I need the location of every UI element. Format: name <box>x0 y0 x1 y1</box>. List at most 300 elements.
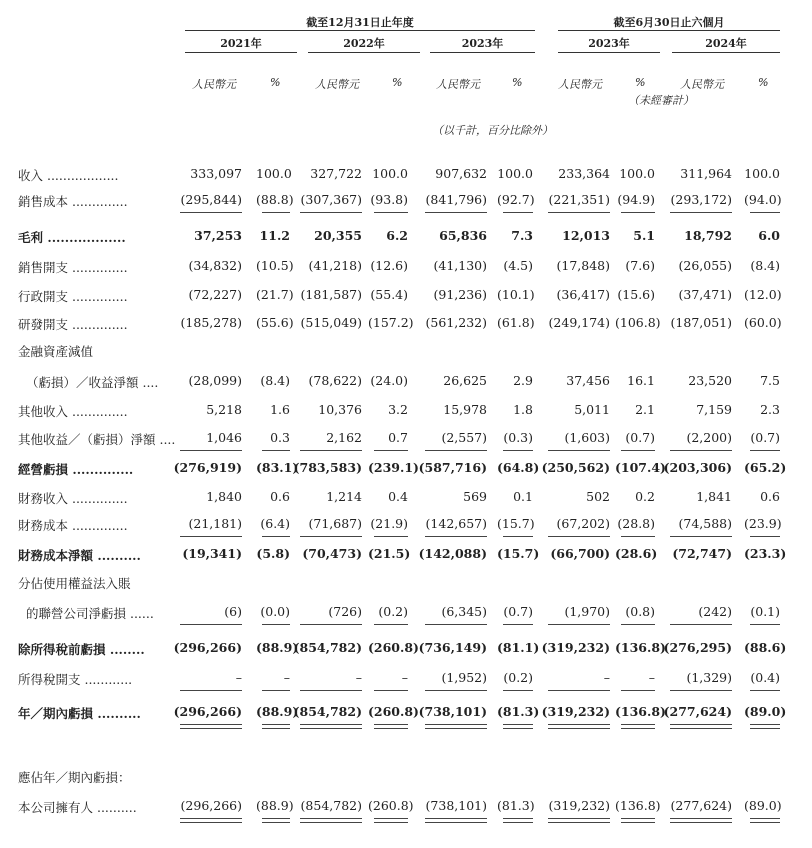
row-value: (61.8) <box>497 315 535 330</box>
row-value: (17,848) <box>556 258 610 273</box>
row-value: (21.5) <box>368 546 411 561</box>
row-value: 23,520 <box>688 373 732 388</box>
row-value: (107.4) <box>615 460 666 475</box>
underline <box>180 450 242 451</box>
row-value: (15.7) <box>497 546 540 561</box>
underline <box>262 822 290 823</box>
row-value: (136.8) <box>615 704 666 719</box>
underline <box>180 536 242 537</box>
row-value: (55.6) <box>256 315 294 330</box>
row-value: (260.8) <box>368 798 414 813</box>
row-value: (242) <box>698 604 732 619</box>
row-value: (296,266) <box>173 704 242 719</box>
row-value: (34,832) <box>188 258 242 273</box>
row-value: (89.0) <box>744 798 782 813</box>
row-value: (293,172) <box>670 192 732 207</box>
row-value: (41,218) <box>308 258 362 273</box>
row-value: – <box>355 670 362 685</box>
row-value: (12.0) <box>744 287 782 302</box>
row-value: 26,625 <box>443 373 487 388</box>
underline <box>374 536 408 537</box>
row-value: (91,236) <box>433 287 487 302</box>
header-group-interim: 截至6月30日止六個月 <box>613 16 725 29</box>
underline <box>548 690 610 691</box>
row-value: 907,632 <box>435 166 487 181</box>
row-value: (6.4) <box>260 516 290 531</box>
underline <box>750 818 780 819</box>
underline <box>503 624 533 625</box>
underline <box>548 536 610 537</box>
row-value: (24.0) <box>370 373 408 388</box>
row-value: 7,159 <box>696 402 732 417</box>
row-label: 研發開支 .............. <box>18 317 128 332</box>
underline <box>425 450 487 451</box>
underline <box>262 212 290 213</box>
underline <box>262 724 290 725</box>
row-label: 銷售開支 .............. <box>18 260 128 275</box>
underline <box>548 624 610 625</box>
header-currency: 人民幣元 <box>558 78 602 91</box>
row-value: (6,345) <box>441 604 487 619</box>
row-value: (515,049) <box>300 315 362 330</box>
row-value: (10.1) <box>497 287 535 302</box>
underline <box>425 536 487 537</box>
row-value: 5,011 <box>574 402 610 417</box>
row-value: (71,687) <box>308 516 362 531</box>
row-value: 0.6 <box>270 489 290 504</box>
underline <box>300 536 362 537</box>
row-value: 7.3 <box>511 228 533 243</box>
underline <box>670 728 732 729</box>
row-value: (295,844) <box>180 192 242 207</box>
row-value: 100.0 <box>619 166 655 181</box>
row-value: 0.7 <box>388 430 408 445</box>
underline <box>670 690 732 691</box>
row-value: 6.2 <box>386 228 408 243</box>
header-percent: % <box>512 76 523 89</box>
row-value: 2.3 <box>760 402 780 417</box>
row-value: 100.0 <box>256 166 292 181</box>
underline <box>262 728 290 729</box>
row-value: (0.7) <box>750 430 780 445</box>
row-value: (70,473) <box>302 546 362 561</box>
row-value: (8.4) <box>750 258 780 273</box>
row-value: (60.0) <box>744 315 782 330</box>
underline <box>374 724 408 725</box>
underline <box>503 728 533 729</box>
underline <box>670 450 732 451</box>
underline <box>374 624 408 625</box>
row-value: (142,088) <box>418 546 487 561</box>
underline <box>621 822 655 823</box>
row-label: 所得稅開支 ............ <box>18 672 133 687</box>
row-value: (854,782) <box>300 798 362 813</box>
row-value: 100.0 <box>497 166 533 181</box>
row-value: (738,101) <box>425 798 487 813</box>
row-value: 11.2 <box>259 228 290 243</box>
header-currency: 人民幣元 <box>680 78 724 91</box>
row-value: (276,295) <box>663 640 732 655</box>
row-value: (74,588) <box>678 516 732 531</box>
row-value: (28,099) <box>188 373 242 388</box>
underline <box>180 212 242 213</box>
row-value: (0.7) <box>503 604 533 619</box>
underline <box>750 624 780 625</box>
header-group-annual: 截至12月31日止年度 <box>306 16 414 29</box>
row-value: 0.6 <box>760 489 780 504</box>
underline <box>300 624 362 625</box>
underline <box>180 624 242 625</box>
row-value: 502 <box>586 489 610 504</box>
row-value: (239.1) <box>368 460 419 475</box>
row-value: 20,355 <box>314 228 362 243</box>
row-value: (15.7) <box>497 516 535 531</box>
row-label: 財務成本 .............. <box>18 518 128 533</box>
row-value: 333,097 <box>190 166 242 181</box>
row-value: 327,722 <box>310 166 362 181</box>
row-value: 18,792 <box>684 228 732 243</box>
row-value: (250,562) <box>541 460 610 475</box>
row-value: (65.2) <box>744 460 787 475</box>
row-value: 10,376 <box>318 402 362 417</box>
row-value: 2.9 <box>513 373 533 388</box>
underline <box>503 536 533 537</box>
underline <box>374 690 408 691</box>
row-value: (296,266) <box>173 640 242 655</box>
underline <box>621 690 655 691</box>
row-value: (21.7) <box>256 287 294 302</box>
underline <box>374 728 408 729</box>
row-value: 1,840 <box>206 489 242 504</box>
row-value: (307,367) <box>300 192 362 207</box>
row-value: 1,214 <box>326 489 362 504</box>
underline <box>262 624 290 625</box>
row-value: 1.8 <box>513 402 533 417</box>
row-label: 的聯營公司淨虧損 ...... <box>26 606 154 621</box>
header-currency: 人民幣元 <box>315 78 359 91</box>
header-unaudited: （未經審計） <box>628 94 694 107</box>
underline <box>300 822 362 823</box>
underline <box>670 212 732 213</box>
underline <box>621 818 655 819</box>
row-value: (319,232) <box>548 798 610 813</box>
row-value: – <box>648 670 655 685</box>
underline <box>621 624 655 625</box>
row-value: 2,162 <box>326 430 362 445</box>
row-value: (736,149) <box>418 640 487 655</box>
row-value: (4.5) <box>503 258 533 273</box>
underline <box>621 728 655 729</box>
underline <box>180 724 242 725</box>
underline <box>750 822 780 823</box>
underline <box>548 450 610 451</box>
row-value: (7.6) <box>625 258 655 273</box>
underline <box>425 724 487 725</box>
row-label: （虧損）／收益淨額 .... <box>26 375 159 390</box>
underline <box>425 624 487 625</box>
row-value: 3.2 <box>388 402 408 417</box>
underline <box>300 818 362 819</box>
underline <box>750 690 780 691</box>
underline <box>670 822 732 823</box>
row-value: 5,218 <box>206 402 242 417</box>
row-label: 其他收入 .............. <box>18 404 128 419</box>
row-value: (2,200) <box>686 430 732 445</box>
row-value: (94.0) <box>744 192 782 207</box>
row-value: 65,836 <box>439 228 487 243</box>
row-value: (726) <box>328 604 362 619</box>
row-label: 金融資產減值 <box>18 344 94 359</box>
underline <box>750 536 780 537</box>
row-value: (88.9) <box>256 640 299 655</box>
row-value: 100.0 <box>372 166 408 181</box>
row-value: (88.9) <box>256 704 299 719</box>
row-value: (277,624) <box>670 798 732 813</box>
row-label: 應佔年／期內虧損： <box>18 770 131 785</box>
underline <box>503 822 533 823</box>
underline <box>670 536 732 537</box>
underline <box>621 450 655 451</box>
row-value: 5.1 <box>633 228 655 243</box>
row-value: (738,101) <box>418 704 487 719</box>
header-year-2023: 2023年 <box>461 37 504 50</box>
underline <box>374 450 408 451</box>
row-value: (21.9) <box>370 516 408 531</box>
row-value: (6) <box>224 604 242 619</box>
row-value: (23.3) <box>744 546 787 561</box>
underline <box>548 724 610 725</box>
row-value: (81.3) <box>497 798 535 813</box>
row-value: (1,329) <box>686 670 732 685</box>
underline <box>425 212 487 213</box>
underline <box>750 212 780 213</box>
row-value: (10.5) <box>256 258 294 273</box>
row-value: (561,232) <box>425 315 487 330</box>
row-value: (185,278) <box>180 315 242 330</box>
row-value: (260.8) <box>368 640 419 655</box>
row-value: (64.8) <box>497 460 540 475</box>
row-value: – <box>283 670 290 685</box>
row-value: (89.0) <box>744 704 787 719</box>
row-value: (106.8) <box>615 315 661 330</box>
row-value: 0.2 <box>635 489 655 504</box>
row-value: 16.1 <box>627 373 655 388</box>
row-value: 37,456 <box>566 373 610 388</box>
row-value: 37,253 <box>194 228 242 243</box>
row-value: (15.6) <box>617 287 655 302</box>
row-value: (1,952) <box>441 670 487 685</box>
row-value: (0.0) <box>260 604 290 619</box>
row-value: (142,657) <box>425 516 487 531</box>
row-value: (319,232) <box>541 640 610 655</box>
row-label: 經營虧損 .............. <box>18 462 134 477</box>
row-value: (841,796) <box>425 192 487 207</box>
underline <box>670 624 732 625</box>
row-value: 311,964 <box>680 166 732 181</box>
row-value: (8.4) <box>260 373 290 388</box>
row-value: 1,046 <box>206 430 242 445</box>
underline <box>503 450 533 451</box>
row-value: (0.1) <box>750 604 780 619</box>
underline <box>374 822 408 823</box>
underline <box>180 728 242 729</box>
row-value: (72,747) <box>672 546 732 561</box>
header-percent: % <box>758 76 769 89</box>
underline <box>621 536 655 537</box>
underline <box>425 818 487 819</box>
underline <box>425 822 487 823</box>
row-value: (67,202) <box>556 516 610 531</box>
underline <box>548 818 610 819</box>
row-value: (587,716) <box>418 460 487 475</box>
underline <box>180 818 242 819</box>
underline <box>262 450 290 451</box>
underline <box>548 728 610 729</box>
row-label: 毛利 .................. <box>18 230 126 245</box>
row-value: 6.0 <box>758 228 780 243</box>
row-value: 2.1 <box>635 402 655 417</box>
row-label: 行政開支 .............. <box>18 289 128 304</box>
row-value: 7.5 <box>760 373 780 388</box>
underline <box>180 690 242 691</box>
row-value: (88.8) <box>256 192 294 207</box>
row-value: (1,603) <box>564 430 610 445</box>
row-value: (276,919) <box>173 460 242 475</box>
row-value: (36,417) <box>556 287 610 302</box>
underline <box>503 724 533 725</box>
row-value: (783,583) <box>293 460 362 475</box>
row-label: 銷售成本 .............. <box>18 194 128 209</box>
row-label: 除所得稅前虧損 ........ <box>18 642 145 657</box>
row-value: 100.0 <box>744 166 780 181</box>
row-value: (221,351) <box>548 192 610 207</box>
header-currency: 人民幣元 <box>436 78 480 91</box>
underline <box>425 728 487 729</box>
header-percent: % <box>270 76 281 89</box>
row-label: 分佔使用權益法入賬 <box>18 576 131 591</box>
row-value: (28.8) <box>617 516 655 531</box>
row-value: (81.1) <box>497 640 540 655</box>
row-value: 12,013 <box>562 228 610 243</box>
row-value: (88.6) <box>744 640 787 655</box>
row-value: – <box>603 670 610 685</box>
row-value: (81.3) <box>497 704 540 719</box>
row-value: (2,557) <box>441 430 487 445</box>
row-value: 233,364 <box>558 166 610 181</box>
row-value: 569 <box>463 489 487 504</box>
row-value: (136.8) <box>615 798 661 813</box>
row-value: (0.3) <box>503 430 533 445</box>
row-value: (136.8) <box>615 640 666 655</box>
underline <box>262 818 290 819</box>
underline <box>750 728 780 729</box>
underline <box>262 690 290 691</box>
row-value: (28.6) <box>615 546 658 561</box>
row-value: (854,782) <box>293 704 362 719</box>
underline <box>262 536 290 537</box>
row-value: 0.4 <box>388 489 408 504</box>
row-value: (277,624) <box>663 704 732 719</box>
row-value: 0.3 <box>270 430 290 445</box>
row-value: 1,841 <box>696 489 732 504</box>
underline <box>425 690 487 691</box>
underline <box>621 724 655 725</box>
underline <box>300 690 362 691</box>
underline <box>180 822 242 823</box>
row-value: (66,700) <box>550 546 610 561</box>
underline <box>300 728 362 729</box>
row-value: (41,130) <box>433 258 487 273</box>
header-units-note: （以千計，百分比除外） <box>432 124 553 137</box>
header-year-2022: 2022年 <box>343 37 385 50</box>
row-label: 財務收入 .............. <box>18 491 128 506</box>
underline <box>503 690 533 691</box>
underline <box>621 212 655 213</box>
row-value: (5.8) <box>256 546 290 561</box>
row-value: (93.8) <box>370 192 408 207</box>
row-label: 財務成本淨額 .......... <box>18 548 141 563</box>
row-value: (26,055) <box>678 258 732 273</box>
row-value: (0.8) <box>625 604 655 619</box>
row-value: – <box>235 670 242 685</box>
row-value: (260.8) <box>368 704 419 719</box>
row-value: (0.2) <box>378 604 408 619</box>
underline <box>300 724 362 725</box>
header-percent: % <box>392 76 403 89</box>
row-label: 年／期內虧損 .......... <box>18 706 141 721</box>
row-value: (181,587) <box>300 287 362 302</box>
underline <box>374 212 408 213</box>
header-percent: % <box>635 76 646 89</box>
underline <box>750 724 780 725</box>
underline <box>548 822 610 823</box>
row-value: (0.7) <box>625 430 655 445</box>
row-value: 0.1 <box>513 489 533 504</box>
row-label: 其他收益／（虧損）淨額 .... <box>18 432 176 447</box>
row-value: (12.6) <box>370 258 408 273</box>
row-value: (21,181) <box>188 516 242 531</box>
header-year-2023-interim: 2023年 <box>588 37 630 50</box>
underline <box>300 212 362 213</box>
row-label: 收入 .................. <box>18 168 119 183</box>
row-value: (94.9) <box>617 192 655 207</box>
row-value: (203,306) <box>663 460 732 475</box>
row-value: (249,174) <box>548 315 610 330</box>
underline <box>548 212 610 213</box>
row-value: – <box>401 670 408 685</box>
row-value: 1.6 <box>270 402 290 417</box>
header-currency: 人民幣元 <box>192 78 236 91</box>
underline <box>503 212 533 213</box>
row-value: (78,622) <box>308 373 362 388</box>
row-value: (19,341) <box>182 546 242 561</box>
header-year-2024-interim: 2024年 <box>705 37 747 50</box>
row-label: 本公司擁有人 .......... <box>18 800 137 815</box>
underline <box>300 450 362 451</box>
header-year-2021: 2021年 <box>220 37 262 50</box>
row-value: (88.9) <box>256 798 294 813</box>
row-value: (55.4) <box>370 287 408 302</box>
row-value: (187,051) <box>670 315 732 330</box>
row-value: (157.2) <box>368 315 414 330</box>
row-value: 15,978 <box>443 402 487 417</box>
row-value: (37,471) <box>678 287 732 302</box>
underline <box>503 818 533 819</box>
row-value: (0.2) <box>503 670 533 685</box>
underline <box>670 818 732 819</box>
underline <box>374 818 408 819</box>
row-value: (83.1) <box>256 460 299 475</box>
